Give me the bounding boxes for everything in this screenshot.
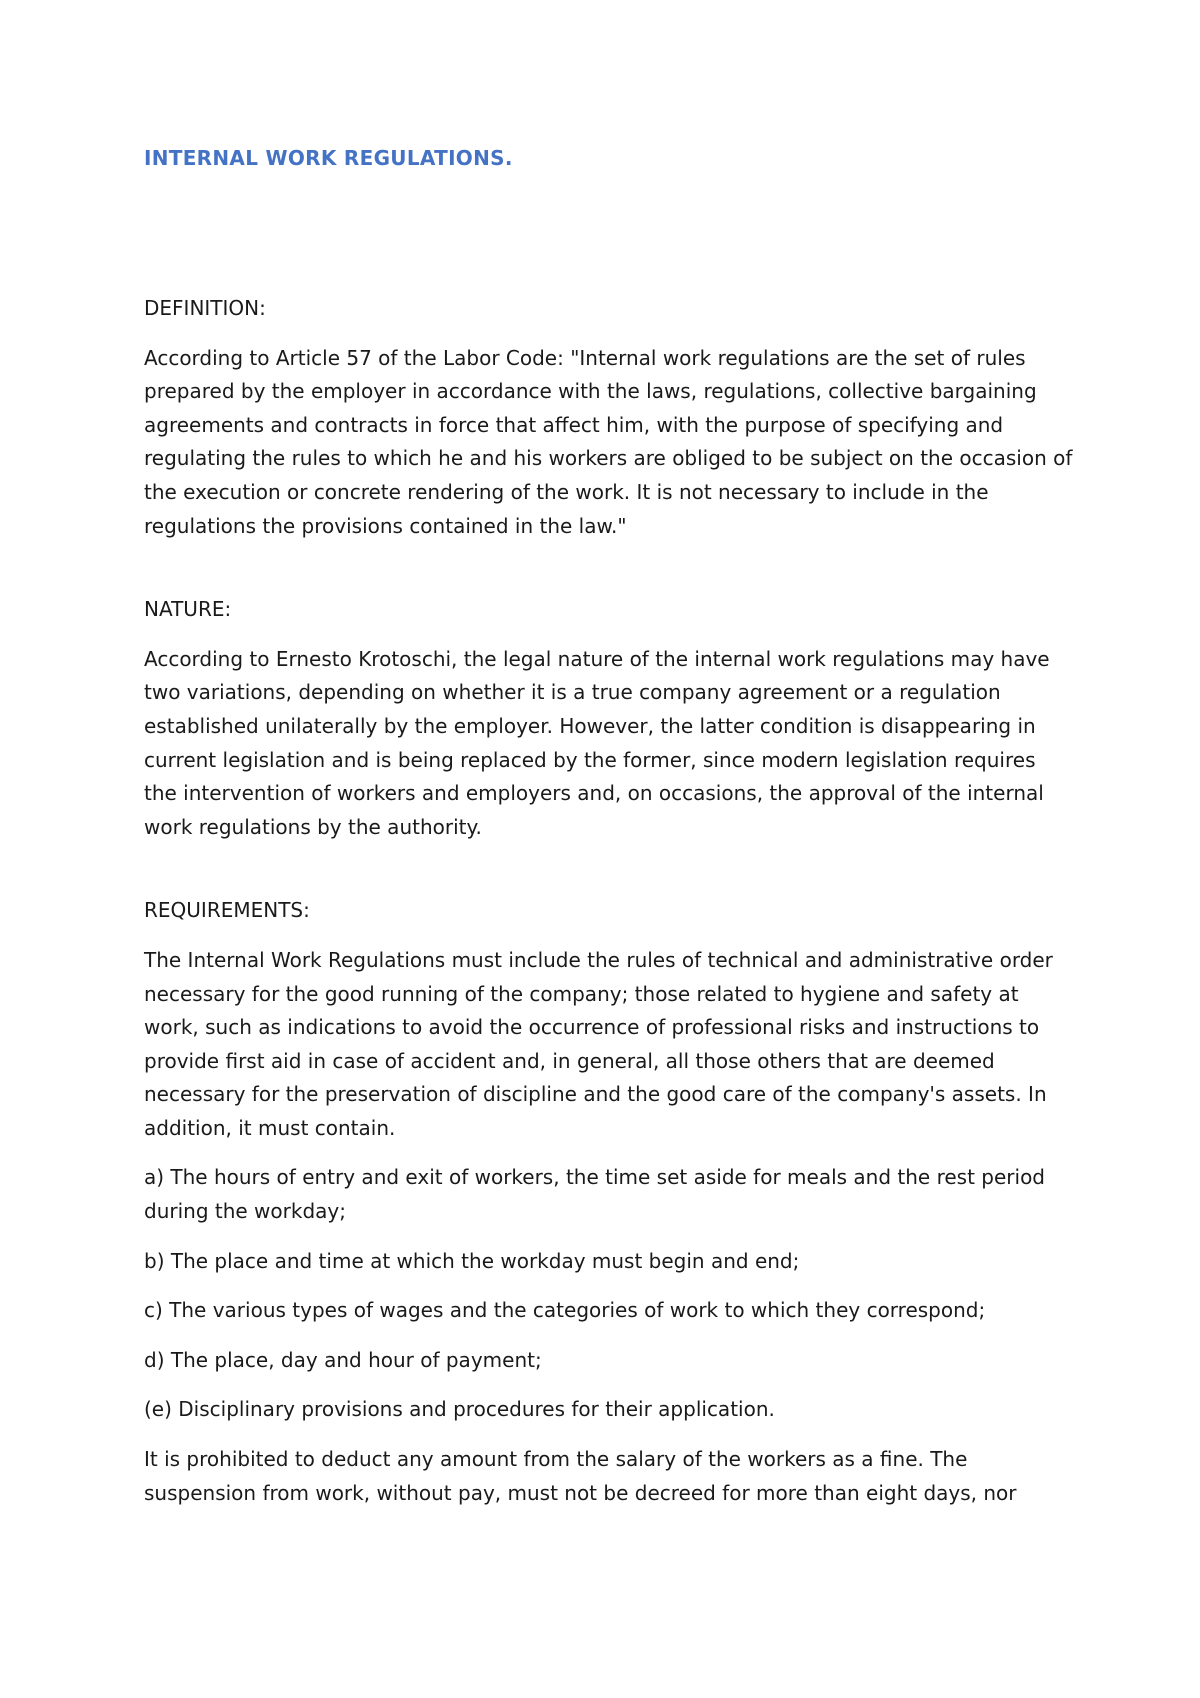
requirements-list-item: (e) Disciplinary provisions and procedures for their application. bbox=[144, 1397, 775, 1422]
requirements-list-item: c) The various types of wages and the categories of work to which they correspond; bbox=[144, 1298, 986, 1323]
section-heading-definition: DEFINITION: bbox=[144, 296, 266, 320]
document-title: INTERNAL WORK REGULATIONS. bbox=[144, 146, 513, 170]
document-body bbox=[144, 292, 1074, 1526]
section-heading-requirements: REQUIREMENTS: bbox=[144, 898, 310, 923]
nature-paragraph: According to Ernesto Krotoschi, the legal nature of the internal work regulations may have two variations, depending on whether it is a true company agreement or a regulation established unilaterally by the employer. However, the latter condition is disappearing in current legislation and is being replaced by the former, since modern legislation requires the intervention of workers and employers and, on occasions, the approval of the internal work regulations by the authority. bbox=[144, 646, 1050, 839]
section-heading-nature: NATURE: bbox=[144, 597, 232, 622]
closing-paragraph: It is prohibited to deduct any amount from the salary of the workers as a fine. The suspension from work, without pay, must not be decreed for more than eight days, nor bbox=[144, 1447, 1017, 1505]
requirements-paragraph: The Internal Work Regulations must include the rules of technical and administrative order necessary for the good running of the company; those related to hygiene and safety at work, such as indications to avoid the occurrence of professional risks and instructions to provide first aid in case of accident and, in general, all those others that are deemed necessary for the preservation of discipline and the good care of the company's assets. In addition, it must contain. bbox=[144, 947, 1053, 1140]
requirements-list-item: b) The place and time at which the workday must begin and end; bbox=[144, 1248, 800, 1273]
definition-paragraph: According to Article 57 of the Labor Code: "Internal work regulations are the set of rules prepared by the employer in accordance with the laws, regulations, collective bargaining agreements and contracts in force that affect him, with the purpose of specifying and regulating the rules to which he and his workers are obliged to be subject on the occasion of the execution or concrete rendering of the work. It is not necessary to include in the regulations the provisions contained in the law." bbox=[144, 345, 1073, 538]
requirements-list-item: d) The place, day and hour of payment; bbox=[144, 1347, 542, 1372]
requirements-list-item: a) The hours of entry and exit of workers, the time set aside for meals and the rest period during the workday; bbox=[144, 1165, 1045, 1224]
